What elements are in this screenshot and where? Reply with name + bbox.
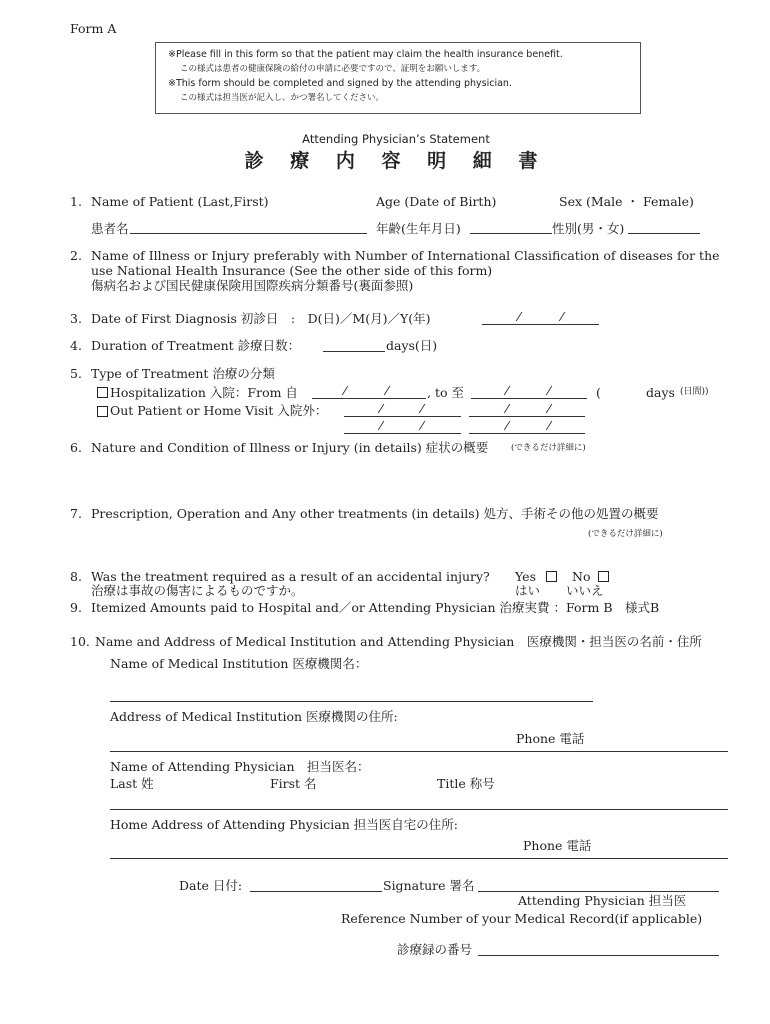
duration-field[interactable] (323, 351, 385, 352)
accident-question-jp: 治療は事故の傷害によるものですか。 (91, 583, 304, 598)
institution-address-field[interactable] (110, 751, 728, 752)
item8-num: 8. (70, 569, 82, 584)
institution-name-field[interactable] (110, 701, 593, 702)
signature-field[interactable] (478, 891, 719, 892)
item2-num: 2. (70, 248, 82, 263)
slash-mark: ⁄ (421, 401, 424, 416)
home-address-label: Home Address of Attending Physician 担当医自宅の住所: (110, 817, 458, 832)
prescription-label: Prescription, Operation and Any other treatments (in details) 処方、手術その他の処置の概要 (91, 506, 659, 521)
hosp-from-field[interactable] (312, 398, 426, 399)
sex-field[interactable] (628, 233, 700, 234)
accident-question: Was the treatment required as a result of an accidental injury? (91, 569, 490, 584)
days-label: days (646, 385, 675, 400)
home-phone-label: Phone 電話 (523, 838, 592, 853)
home-address-field[interactable] (110, 858, 728, 859)
item7-num: 7. (70, 506, 82, 521)
title-label: Title 称号 (437, 776, 495, 791)
title-en: Attending Physician’s Statement (302, 132, 490, 146)
item3-num: 3. (70, 311, 82, 326)
duration-label: Duration of Treatment 診療日数： (91, 338, 301, 353)
item4-num: 4. (70, 338, 82, 353)
item9-num: 9. (70, 600, 82, 615)
slash-mark: ⁄ (548, 401, 551, 416)
hospitalization-label: Hospitalization 入院：From 自 (110, 385, 298, 400)
slash-mark: ⁄ (344, 383, 347, 398)
yes-checkbox[interactable] (546, 571, 557, 582)
slash-mark: ⁄ (380, 418, 383, 433)
notice-jp-1: この様式は患者の健康保険の給付の申請に必要ですので、証明をお願いします。 (180, 64, 486, 74)
illness-line-1: Name of Illness or Injury preferably with Number of International Classification of diseases for the (91, 248, 720, 263)
record-number-field[interactable] (478, 955, 719, 956)
no-jp: いいえ (566, 583, 604, 598)
first-diagnosis-label: Date of First Diagnosis 初診日 : D(日)／M(月)／Y(年) (91, 311, 431, 326)
slash-mark: ⁄ (518, 309, 521, 324)
outpatient-from-field[interactable] (344, 416, 461, 417)
date-field[interactable] (250, 891, 382, 892)
nature-condition-label: Nature and Condition of Illness or Injury (in details) 症状の概要 (91, 440, 489, 455)
slash-mark: ⁄ (421, 418, 424, 433)
slash-mark: ⁄ (506, 401, 509, 416)
days-paren: ( (596, 385, 601, 400)
no-checkbox[interactable] (598, 571, 609, 582)
duration-unit: days(日) (386, 338, 438, 353)
institution-address-label: Address of Medical Institution 医療機関の住所: (110, 709, 398, 724)
hosp-to-field[interactable] (471, 398, 587, 399)
reference-number-label: Reference Number of your Medical Record(if applicable) (341, 911, 703, 926)
slash-mark: ⁄ (548, 418, 551, 433)
first-name-label: First 名 (270, 776, 317, 791)
slash-mark: ⁄ (506, 383, 509, 398)
no-label: No (572, 569, 591, 584)
illness-line-3: 傷病名および国民健康保険用国際疾病分類番号(裏面参照) (91, 278, 414, 293)
sex-jp: 性別(男・女) (552, 221, 625, 236)
first-diagnosis-field[interactable] (482, 324, 599, 325)
item6-num: 6. (70, 440, 82, 455)
hospitalization-checkbox[interactable] (97, 387, 108, 398)
itemized-amounts-label: Itemized Amounts paid to Hospital and／or Attending Physician 治療実費 ：Form B 様式B (91, 600, 660, 615)
item10-num: 10. (70, 634, 90, 649)
physician-name-label: Name of Attending Physician 担当医名： (110, 759, 370, 774)
institution-section-label: Name and Address of Medical Institution and Attending Physician 医療機関・担当医の名前・住所 (95, 634, 702, 649)
notice-en-1: ※Please fill in this form so that the patient may claim the health insurance benefit. (168, 49, 563, 60)
title-jp: 診 療 内 容 明 細 書 (244, 150, 548, 172)
yes-label: Yes (515, 569, 536, 584)
date-label: Date 日付: (179, 878, 243, 893)
notice-box (155, 42, 641, 114)
outpatient-label: Out Patient or Home Visit 入院外： (110, 403, 328, 418)
outpatient-checkbox[interactable] (97, 406, 108, 417)
yes-jp: はい (515, 583, 541, 598)
illness-line-2: use National Health Insurance (See the other side of this form) (91, 263, 493, 278)
age-field[interactable] (470, 233, 552, 234)
prescription-note: (できるだけ詳細に) (588, 529, 663, 539)
age-label: Age (Date of Birth) (376, 194, 497, 209)
record-number-label: 診療録の番号 (397, 942, 473, 957)
last-name-label: Last 姓 (110, 776, 154, 791)
slash-mark: ⁄ (548, 383, 551, 398)
slash-mark: ⁄ (506, 418, 509, 433)
slash-mark: ⁄ (380, 401, 383, 416)
hosp-to-label: , to 至 (427, 385, 464, 400)
outpatient-to-field[interactable] (469, 416, 585, 417)
age-jp: 年齢(生年月日) (376, 221, 461, 236)
sex-label: Sex (Male ・ Female) (559, 194, 694, 209)
treatment-type-label: Type of Treatment 治療の分類 (91, 366, 275, 381)
attending-physician-caption: Attending Physician 担当医 (518, 893, 687, 908)
patient-name-label: Name of Patient (Last,First) (91, 194, 269, 209)
form-label: Form A (70, 21, 117, 36)
outpatient-from-field-2[interactable] (344, 433, 461, 434)
patient-name-field[interactable] (130, 233, 367, 234)
slash-mark: ⁄ (561, 309, 564, 324)
notice-en-2: ※This form should be completed and signed by the attending physician. (168, 78, 512, 89)
physician-name-field[interactable] (110, 809, 728, 810)
institution-phone-label: Phone 電話 (516, 731, 585, 746)
notice-jp-2: この様式は担当医が記入し、かつ署名してください。 (180, 93, 385, 103)
nature-condition-note: (できるだけ詳細に) (511, 443, 586, 453)
days-jp: (日間)) (680, 387, 709, 397)
institution-name-label: Name of Medical Institution 医療機関名： (110, 656, 368, 671)
item5-num: 5. (70, 366, 82, 381)
item1-num: 1. (70, 194, 82, 209)
patient-name-jp: 患者名 (91, 221, 129, 236)
signature-label: Signature 署名 (383, 878, 475, 893)
slash-mark: ⁄ (386, 383, 389, 398)
outpatient-to-field-2[interactable] (469, 433, 585, 434)
